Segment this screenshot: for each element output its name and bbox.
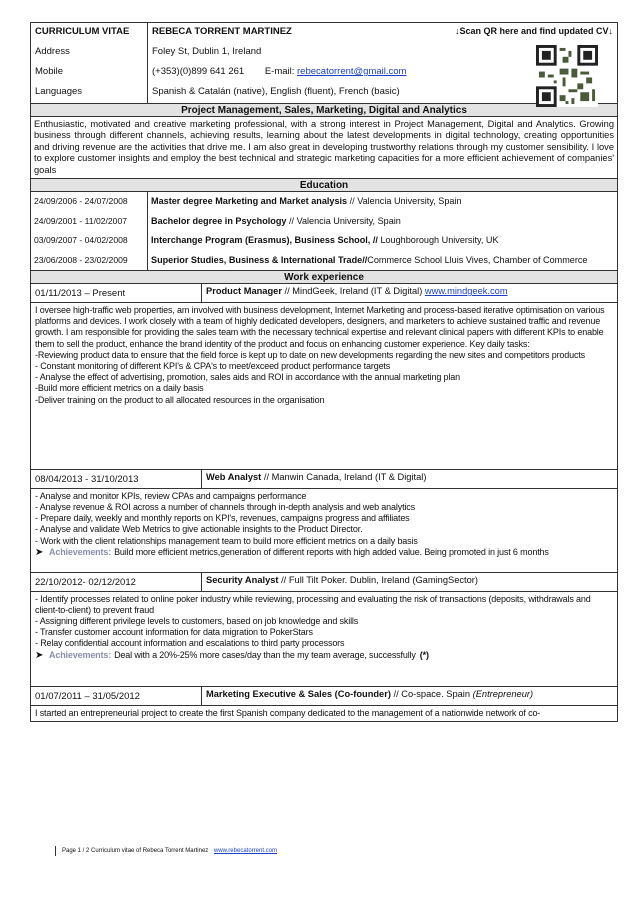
institution: Valencia University, Spain	[296, 215, 401, 226]
job-line: - Identify processes related to online poker industry while reviewing, processing and evaluating the risk of transactions (deposits, withdrawals and client-to-client) to prevent fraud	[35, 593, 591, 615]
arrow-bullet-icon: ➤	[35, 546, 44, 558]
achievements-note: (*)	[419, 649, 429, 660]
degree: Superior Studies, Business & International Trade//	[151, 254, 368, 265]
company-link[interactable]: www.mindgeek.com	[424, 286, 508, 297]
languages-value: Spanish & Catalán (native), English (fluent), French (basic)	[152, 86, 400, 97]
job-line: - Assigning different privilege levels to customers, based on job knowledge and skills	[35, 616, 359, 627]
job-line: - Analyse and monitor KPIs, review CPAs and campaigns performance	[35, 490, 307, 501]
education-table	[31, 192, 617, 270]
profile-title: Project Management, Sales, Marketing, Digital and Analytics	[31, 103, 617, 117]
education-date: 03/09/2007 - 04/02/2008	[34, 235, 128, 246]
job-title-row	[202, 284, 617, 302]
education-title: Education	[31, 178, 617, 192]
job-line: - Analyse revenue & ROI across a number of channels through in-depth analysis and web analytics	[35, 501, 415, 512]
education-date: 23/06/2008 - 23/02/2009	[34, 254, 128, 265]
job-line: -Deliver training on the product to all allocated resources in the organisation	[35, 394, 325, 405]
job-line: - Prepare daily, weekly and monthly reports on KPI's, revenues, campaigns progress and affiliates	[35, 513, 410, 524]
job-role: Product Manager	[206, 286, 282, 297]
education-entry	[148, 192, 617, 212]
education-date: 24/09/2006 - 24/07/2008	[34, 196, 128, 207]
job-company: // Co-space. Spain	[390, 688, 473, 699]
education-date: 24/09/2001 - 11/02/2007	[34, 215, 128, 226]
job-dates: 22/10/2012- 02/12/2012	[31, 573, 202, 591]
job-dates: 01/07/2011 – 31/05/2012	[31, 687, 202, 705]
job-body	[31, 592, 617, 686]
job-header	[31, 686, 617, 706]
qr-note: ↓Scan QR here and find updated CV↓	[454, 26, 613, 36]
achievements-text: Build more efficient metrics,generation of different reports with high added value. Being promoted in just 6 months	[114, 546, 549, 557]
footer-text: Page 1 / 2 Curriculum vitae of Rebeca Torrent Martinez	[62, 848, 209, 854]
education-entry	[148, 251, 617, 271]
institution: Loughborough University, UK	[380, 235, 499, 246]
job-company-note: (Entrepreneur)	[472, 688, 534, 699]
job-header	[31, 469, 617, 489]
profile-text: Enthusiastic, motivated and creative marketing professional, with a strong interest in Project Management, Digital and Analytics. Growing business through different channels, achieving results, learning about the latest developments in digital technology, creating opportunities and driving revenue are the activities that drive me. I am also great in developing trustworthy relations through my customer sensibility. I love to explore customer insights and employ the best technical and strategic marketing capacities for a more efficient achievement of companies' goals	[34, 119, 614, 175]
header-values	[148, 23, 617, 103]
institution: Commerce School Lluis Vives, Chamber of Commerce	[367, 254, 588, 265]
job-line: I oversee high-traffic web properties, am involved with business development, Internet Marketing and process-based iterative optimisation on various platforms and devices. I work closely with a team of highly dedicated developers, designers, and marketers to achieve sustained traffic and revenue growth. I am responsible for providing the sales team with the necessary technical expertise and relevant clinical papers with different KPIs to enable them to sell the product, enhance the brand identity of the product and focus on enhancing customer experience. Key daily tasks:	[35, 304, 605, 349]
job-body	[31, 489, 617, 572]
job-role: Marketing Executive & Sales (Co-founder)	[206, 688, 391, 699]
job-line: I started an entrepreneurial project to create the first Spanish company dedicated to the management of a nationwide network of co-	[35, 707, 541, 718]
languages-label: Languages	[35, 86, 83, 97]
qr-code-icon[interactable]	[535, 45, 599, 107]
person-name: REBECA TORRENT MARTINEZ	[152, 26, 292, 37]
page-footer	[55, 846, 277, 856]
header	[31, 23, 617, 103]
mobile-value: (+353)(0)899 641 261	[152, 66, 245, 77]
degree: Master degree Marketing and Market analysis	[151, 196, 348, 207]
education-dates	[31, 192, 148, 270]
address-label: Address	[35, 46, 70, 57]
cv-sheet	[30, 22, 618, 722]
degree: Bachelor degree in Psychology	[151, 215, 287, 226]
education-entries	[148, 192, 617, 270]
job-role: Security Analyst	[206, 574, 279, 585]
degree: Interchange Program (Erasmus), Business School, //	[151, 235, 378, 246]
job-title-row	[202, 573, 617, 591]
separator: //	[347, 196, 358, 207]
job-dates: 01/11/2013 – Present	[31, 284, 202, 302]
achievements-label: Achievements:	[49, 649, 112, 660]
job-line: -Reviewing product data to ensure that the field force is kept up to date on new developments regarding the new sites and competitors products	[35, 349, 586, 360]
job-line: -Build more efficient metrics on a daily basis	[35, 383, 204, 394]
job-title-row	[202, 687, 617, 705]
achievements-label: Achievements:	[49, 546, 112, 557]
job-header	[31, 572, 617, 592]
address-value: Foley St, Dublin 1, Ireland	[152, 46, 262, 57]
education-entry	[148, 212, 617, 232]
job-dates: 08/04/2013 - 31/10/2013	[31, 470, 202, 488]
job-line: - Analyse and validate Web Metrics to give actionable insights to the Product Director.	[35, 524, 363, 535]
job-header	[31, 284, 617, 303]
education-entry	[148, 231, 617, 251]
job-line: - Constant monitoring of different KPI's & CPA's to meet/exceed product performance targets	[35, 360, 391, 371]
mobile-label: Mobile	[35, 66, 63, 77]
footer-link[interactable]: www.rebecatorrent.com	[213, 848, 277, 854]
arrow-bullet-icon: ➤	[35, 649, 44, 661]
job-company: // Full Tilt Poker. Dublin, Ireland (GamingSector)	[278, 574, 478, 585]
job-body	[31, 303, 617, 469]
separator: //	[286, 215, 297, 226]
institution: Valencia University, Spain	[357, 196, 462, 207]
job-company: // MindGeek, Ireland (IT & Digital)	[281, 286, 425, 297]
job-role: Web Analyst	[206, 471, 262, 482]
job-company: // Manwin Canada, Ireland (IT & Digital)	[261, 471, 427, 482]
job-line: - Relay confidential account information and escalations to third party processors	[35, 638, 345, 649]
email-label: E-mail:	[264, 66, 295, 77]
job-line: - Analyse the effect of advertising, promotion, sales aids and ROI in accordance with the annual marketing plan	[35, 372, 460, 383]
header-labels	[31, 23, 148, 103]
experience-title: Work experience	[31, 270, 617, 284]
achievements-text: Deal with a 20%-25% more cases/day than the my team average, successfully	[114, 649, 416, 660]
achievements-row	[35, 650, 613, 661]
cv-label: CURRICULUM VITAE	[35, 26, 130, 37]
achievements-row	[35, 547, 613, 558]
email-link[interactable]: rebecatorrent@gmail.com	[297, 66, 407, 77]
job-body	[31, 706, 617, 721]
job-line: - Work with the client relationships management team to build more efficient metrics on a daily basis	[35, 535, 418, 546]
job-line: - Transfer customer account information for data migration to PokerStars	[35, 627, 313, 638]
job-title-row	[202, 470, 617, 488]
